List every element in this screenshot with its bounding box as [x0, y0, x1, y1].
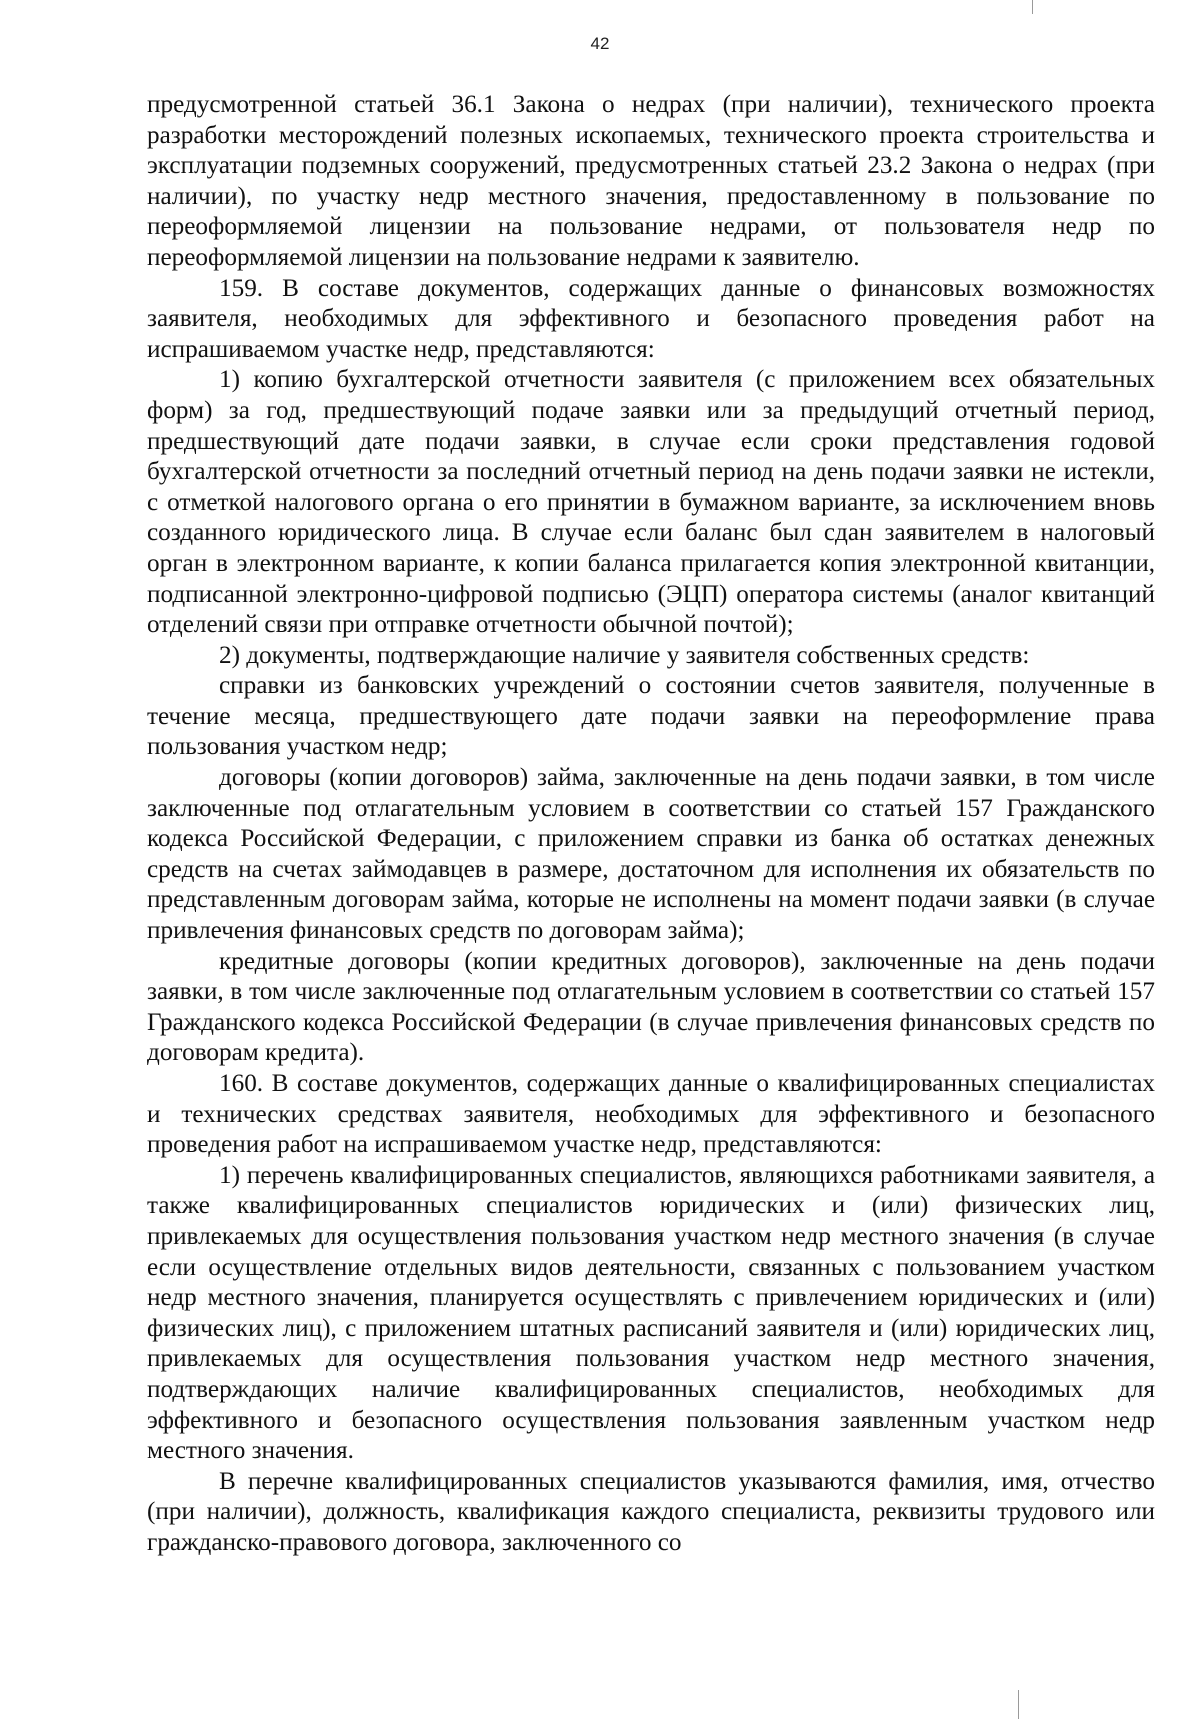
scan-artifact-top: [1032, 0, 1033, 14]
paragraph-160: 160. В составе документов, содержащих данные о квалифицированных специалистах и технических средствах заявителя, необходимых для эффективного и безопасного проведения работ на испрашиваемом участке недр, представляются:: [147, 1070, 1155, 1159]
scan-artifact-bottom: [1018, 1690, 1019, 1719]
paragraph-159-item-1: 1) копию бухгалтерской отчетности заявителя (с приложением всех обязательных форм) за год, предшествующий подаче заявки или за предыдущий отчетный период, предшествующий дате подачи заявки, в случае если сроки представления годовой бухгалтерской отчетности за последний отчетный период на день подачи заявки не истекли, с отметкой налогового органа о его принятии в бумажном варианте, за исключением вновь созданного юридического лица. В случае если баланс был сдан заявителем в налоговый орган в электронном варианте, к копии баланса прилагается копия электронной квитанции, подписанной электронно-цифровой подписью (ЭЦП) оператора системы (аналог квитанций отделений связи при отправке отчетности обычной почтой);: [147, 366, 1155, 639]
paragraph-bank-statements: справки из банковских учреждений о состоянии счетов заявителя, полученные в течение месяца, предшествующего дате подачи заявки на переоформление права пользования участком недр;: [147, 672, 1155, 761]
paragraph-specialists-list: В перечне квалифицированных специалистов указываются фамилия, имя, отчество (при наличии), должность, квалификация каждого специалиста, реквизиты трудового или гражданско-правового договора, заключенного со: [147, 1467, 1155, 1556]
paragraph-159: 159. В составе документов, содержащих данные о финансовых возможностях заявителя, необходимых для эффективного и безопасного проведения работ на испрашиваемом участке недр, представляются:: [147, 274, 1155, 363]
document-body: [147, 90, 1155, 1559]
paragraph-160-item-1: 1) перечень квалифицированных специалистов, являющихся работниками заявителя, а также квалифицированных специалистов юридических и (или) физических лиц, привлекаемых для осуществления пользования участком недр местного значения (в случае если осуществление отдельных видов деятельности, связанных с пользованием участком недр местного значения, планируется осуществлять с привлечением юридических и (или) физических лиц), с приложением штатных расписаний заявителя и (или) юридических лиц, привлекаемых для осуществления пользования участком недр местного значения, подтверждающих наличие квалифицированных специалистов, необходимых для эффективного и безопасного осуществления пользования заявленным участком недр местного значения.: [147, 1161, 1155, 1465]
paragraph-continuation: предусмотренной статьей 36.1 Закона о недрах (при наличии), технического проекта разработки месторождений полезных ископаемых, технического проекта строительства и эксплуатации подземных сооружений, предусмотренных статьей 23.2 Закона о недрах (при наличии), по участку недр местного значения, предоставленному в пользование по переоформляемой лицензии на пользование недрами, от пользователя недр по переоформляемой лицензии на пользование недрами к заявителю.: [147, 91, 1155, 271]
paragraph-loan-agreements: договоры (копии договоров) займа, заключенные на день подачи заявки, в том числе заключенные под отлагательным условием в соответствии со статьей 157 Гражданского кодекса Российской Федерации, с приложением справки из банка об остатках денежных средств на счетах займодавцев в размере, достаточном для исполнения их обязательств по представленным договорам займа, которые не исполнены на момент подачи заявки (в случае привлечения финансовых средств по договорам займа);: [147, 764, 1155, 945]
paragraph-credit-agreements: кредитные договоры (копии кредитных договоров), заключенные на день подачи заявки, в том числе заключенные под отлагательным условием в соответствии со статьей 157 Гражданского кодекса Российской Федерации (в случае привлечения финансовых средств по договорам кредита).: [147, 947, 1155, 1067]
page-number: 42: [590, 34, 610, 53]
paragraph-159-item-2: 2) документы, подтверждающие наличие у заявителя собственных средств:: [219, 641, 1030, 669]
